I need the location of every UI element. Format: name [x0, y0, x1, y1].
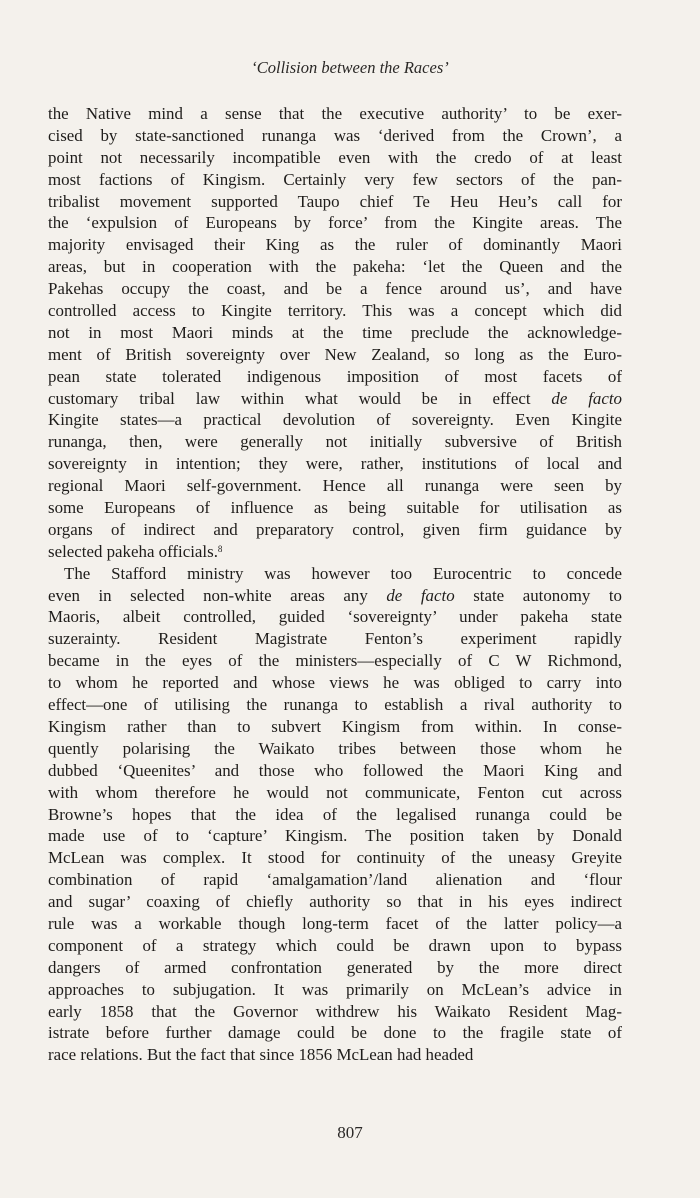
text-line: not in most Maori minds at the time preclude the acknowledge-: [48, 322, 622, 342]
text-line: regional Maori self-government. Hence all runanga were seen by: [48, 476, 622, 496]
text-line: ment of British sovereignty over New Zealand, so long as the Euro-: [48, 344, 622, 364]
text-line: some Europeans of influence as being suitable for utilisation as: [48, 498, 622, 518]
text-line: Maoris, albeit controlled, guided ‘sovereignty’ under pakeha state: [48, 607, 622, 627]
text-line: combination of rapid ‘amalgamation’/land alienation and ‘flour: [48, 870, 622, 890]
text-line: rule was a workable though long-term facet of the latter policy—a: [48, 913, 622, 933]
text-line: customary tribal law within what would be in effect de facto: [48, 388, 622, 408]
text-line: even in selected non-white areas any de facto state autonomy to: [48, 585, 622, 605]
text-line: cised by state-sanctioned runanga was ‘derived from the Crown’, a: [48, 125, 622, 145]
text-line: approaches to subjugation. It was primarily on McLean’s advice in: [48, 979, 622, 999]
page-number: 807: [337, 1123, 363, 1142]
text-line: the Native mind a sense that the executive authority’ to be exer-: [48, 104, 622, 123]
text-line: organs of indirect and preparatory control, given firm guidance by: [48, 519, 622, 539]
text-line: Kingite states—a practical devolution of sovereignty. Even Kingite: [48, 410, 622, 430]
paragraph: [48, 563, 622, 1066]
text-line: pean state tolerated indigenous imposition of most facets of: [48, 366, 622, 386]
text-line: suzerainty. Resident Magistrate Fenton’s experiment rapidly: [48, 629, 622, 649]
italic-term: de facto: [551, 388, 622, 408]
text-line: effect—one of utilising the runanga to establish a rival authority to: [48, 695, 622, 715]
text-line: Pakehas occupy the coast, and be a fence around us’, and have: [48, 279, 622, 299]
text-line: to whom he reported and whose views he was obliged to carry into: [48, 673, 622, 693]
body-text: [48, 103, 622, 1066]
text-line: component of a strategy which could be drawn upon to bypass: [48, 935, 622, 955]
text-line: with whom therefore he would not communicate, Fenton cut across: [48, 782, 622, 802]
running-head: ‘Collision between the Races’: [251, 58, 449, 77]
text-line: dubbed ‘Queenites’ and those who followed the Maori King and: [48, 760, 622, 780]
text-line: runanga, then, were generally not initially subversive of British: [48, 432, 622, 452]
text-line: early 1858 that the Governor withdrew his Waikato Resident Mag-: [48, 1001, 622, 1021]
text-line: dangers of armed confrontation generated by the more direct: [48, 957, 622, 977]
text-line: made use of to ‘capture’ Kingism. The position taken by Donald: [48, 826, 622, 846]
text-line: Browne’s hopes that the idea of the legalised runanga could be: [48, 804, 622, 824]
text-line: areas, but in cooperation with the pakeha: ‘let the Queen and the: [48, 257, 622, 277]
text-line: tribalist movement supported Taupo chief Te Heu Heu’s call for: [48, 191, 622, 211]
italic-term: de facto: [386, 585, 455, 605]
text-line: majority envisaged their King as the ruler of dominantly Maori: [48, 235, 622, 255]
footnote-marker: 8: [217, 543, 223, 554]
text-line: controlled access to Kingite territory. This was a concept which did: [48, 301, 622, 321]
text-line: The Stafford ministry was however too Eurocentric to concede: [64, 563, 622, 583]
text-line: selected pakeha officials.$^8$: [48, 541, 223, 561]
text-line: Kingism rather than to subvert Kingism from within. In conse-: [48, 716, 622, 736]
text-line: sovereignty in intention; they were, rather, institutions of local and: [48, 454, 622, 474]
text-line: most factions of Kingism. Certainly very few sectors of the pan-: [48, 169, 622, 189]
text-line: and sugar’ coaxing of chiefly authority so that in his eyes indirect: [48, 892, 622, 912]
text-line: McLean was complex. It stood for continuity of the uneasy Greyite: [48, 848, 622, 868]
text-line: race relations. But the fact that since 1856 McLean had headed: [48, 1045, 474, 1065]
text-line: istrate before further damage could be done to the fragile state of: [48, 1023, 622, 1043]
text-line: became in the eyes of the ministers—especially of C W Richmond,: [48, 651, 622, 671]
paragraph: [48, 103, 622, 563]
text-line: the ‘expulsion of Europeans by force’ from the Kingite areas. The: [48, 213, 622, 233]
text-line: quently polarising the Waikato tribes between those whom he: [48, 738, 622, 758]
text-line: point not necessarily incompatible even with the credo of at least: [48, 147, 622, 167]
